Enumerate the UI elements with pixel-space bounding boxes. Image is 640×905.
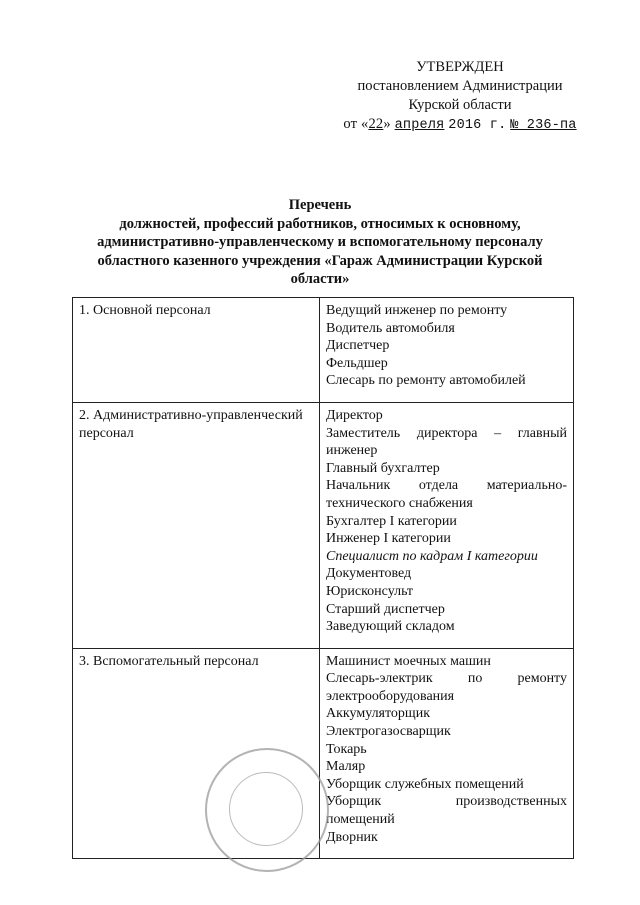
position-item: Документовед <box>326 566 412 582</box>
position-item: Главный бухгалтер <box>326 460 440 476</box>
seal-inner-ring <box>229 772 303 846</box>
approval-line-2: постановлением Администрации <box>357 78 563 94</box>
positions-cell <box>320 298 574 403</box>
document-number: № 236-па <box>510 118 577 133</box>
positions-cell <box>320 648 574 859</box>
position-item: Юрисконсульт <box>326 583 414 599</box>
position-item: Уборщик производственных помещений <box>326 794 567 828</box>
position-item: Маляр <box>326 759 366 775</box>
document-title <box>60 196 580 289</box>
date-day: 22 <box>368 116 384 132</box>
position-item: Инженер I категории <box>326 531 451 547</box>
date-year: 2016 г. <box>448 118 507 133</box>
position-item: Бухгалтер I категории <box>326 513 457 529</box>
position-item: Ведущий инженер по ремонту <box>326 303 508 318</box>
table-row <box>73 402 574 648</box>
title-line-2: должностей, профессий работников, относимых к основному, <box>119 215 521 232</box>
position-item: Водитель автомобиля <box>326 320 455 336</box>
positions-cell <box>320 402 574 648</box>
approval-block <box>330 58 590 135</box>
position-item: Заведующий складом <box>326 619 455 635</box>
category-cell: 3. Вспомогательный персонал <box>73 648 320 859</box>
position-item: Начальник отдела материально-технического снабжения <box>326 478 567 511</box>
title-line-5: области» <box>290 271 350 287</box>
date-month: апреля <box>394 118 445 133</box>
position-item: Слесарь по ремонту автомобилей <box>326 373 526 389</box>
category-cell: 1. Основной персонал <box>73 298 320 403</box>
approval-heading: УТВЕРЖДЕН <box>416 59 504 75</box>
position-item: Директор <box>326 407 383 423</box>
title-line-3: административно-управленческому и вспомогательному персоналу <box>97 234 543 250</box>
position-item: Аккумуляторщик <box>326 706 431 722</box>
date-mid: » <box>383 116 391 132</box>
category-cell: 2. Административно-управленческий персонал <box>73 402 320 648</box>
position-item: Дворник <box>326 829 378 845</box>
position-item: Токарь <box>326 741 367 757</box>
position-item: Уборщик служебных помещений <box>326 776 524 792</box>
position-item: Заместитель директора – главный инженер <box>326 425 567 459</box>
approval-date <box>330 115 590 135</box>
position-item: Машинист моечных машин <box>326 653 491 669</box>
position-item: Старший диспетчер <box>326 601 445 617</box>
position-item: Фельдшер <box>326 355 388 371</box>
official-seal <box>205 748 329 872</box>
position-item: Слесарь-электрик по ремонту электрооборудования <box>326 671 567 704</box>
date-prefix: от « <box>343 116 369 132</box>
position-item: Специалист по кадрам I категории <box>326 548 538 564</box>
table-row <box>73 298 574 403</box>
title-line-1: Перечень <box>288 197 352 213</box>
position-item: Диспетчер <box>326 338 390 354</box>
title-line-4: областного казенного учреждения «Гараж Администрации Курской <box>97 252 543 269</box>
personnel-table <box>72 297 574 859</box>
approval-line-3: Курской области <box>408 97 512 113</box>
position-item: Электрогазосварщик <box>326 724 451 740</box>
